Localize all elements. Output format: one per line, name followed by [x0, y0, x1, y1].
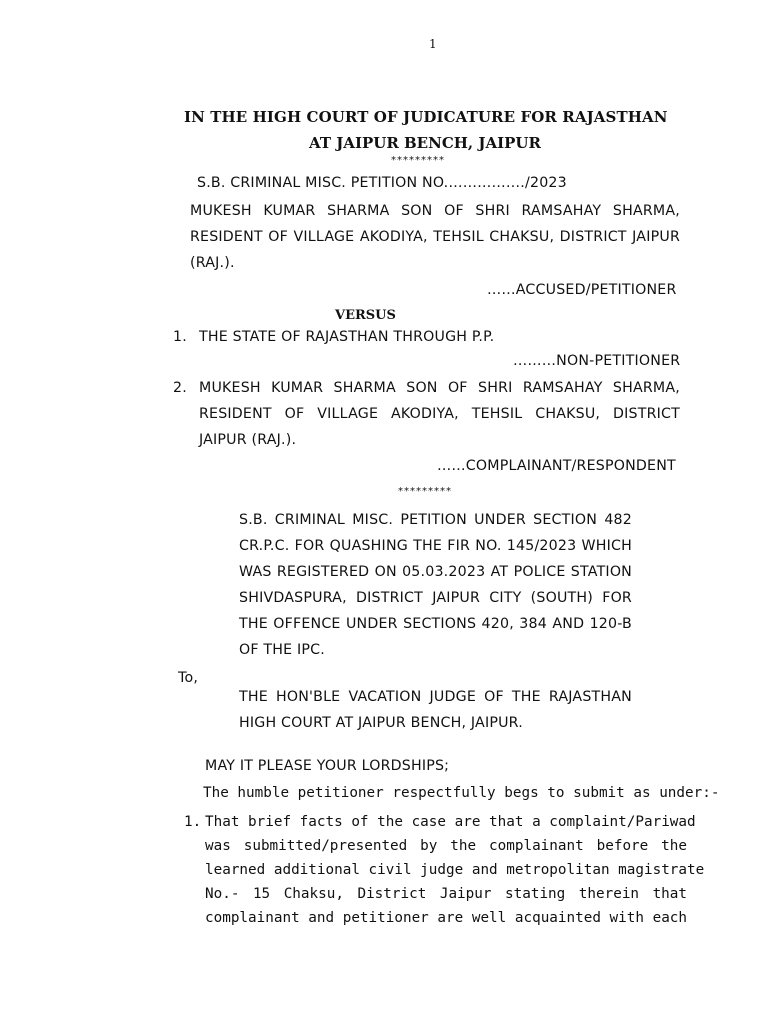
paragraph-number: 1.: [184, 814, 202, 830]
subject-line: WAS REGISTERED ON 05.03.2023 AT POLICE STATION: [239, 564, 632, 580]
versus-label: VERSUS: [335, 308, 396, 323]
respondent-role: ………NON-PETITIONER: [513, 353, 681, 369]
intro-text: The humble petitioner respectfully begs to submit as under:-: [203, 785, 720, 801]
addressee-line: HIGH COURT AT JAIPUR BENCH, JAIPUR.: [239, 715, 523, 731]
subject-line: THE OFFENCE UNDER SECTIONS 420, 384 AND 120-B: [239, 616, 632, 632]
respondent-line: MUKESH KUMAR SHARMA SON OF SHRI RAMSAHAY SHARMA,: [199, 380, 680, 396]
paragraph-line: learned additional civil judge and metropolitan magistrate: [205, 862, 705, 878]
respondent-line: JAIPUR (RAJ.).: [199, 432, 297, 448]
respondent-line: RESIDENT OF VILLAGE AKODIYA, TEHSIL CHAKSU, DISTRICT: [199, 406, 680, 422]
respondent-number: 2.: [173, 380, 187, 396]
court-title-line1: IN THE HIGH COURT OF JUDICATURE FOR RAJASTHAN: [184, 108, 668, 126]
subject-line: SHIVDASPURA, DISTRICT JAIPUR CITY (SOUTH) FOR: [239, 590, 632, 606]
subject-line: CR.P.C. FOR QUASHING THE FIR NO. 145/2023 WHICH: [239, 538, 632, 554]
paragraph-line: was submitted/presented by the complainant before the: [205, 838, 687, 854]
respondent-line: THE STATE OF RAJASTHAN THROUGH P.P.: [199, 329, 495, 345]
petitioner-line: (RAJ.).: [190, 255, 235, 271]
separator-stars: *********: [398, 486, 452, 497]
petition-number: S.B. CRIMINAL MISC. PETITION NO.……………./2023: [197, 175, 567, 191]
petitioner-line: RESIDENT OF VILLAGE AKODIYA, TEHSIL CHAKSU, DISTRICT JAIPUR: [190, 229, 680, 245]
petitioner-line: MUKESH KUMAR SHARMA SON OF SHRI RAMSAHAY SHARMA,: [190, 203, 680, 219]
paragraph-line: That brief facts of the case are that a complaint/Pariwad: [205, 814, 696, 830]
addressee-line: THE HON'BLE VACATION JUDGE OF THE RAJASTHAN: [239, 689, 632, 705]
respondent-role: ……COMPLAINANT/RESPONDENT: [437, 458, 676, 474]
paragraph-line: No.- 15 Chaksu, District Jaipur stating therein that: [205, 886, 687, 902]
to-label: To,: [178, 670, 199, 686]
paragraph-line: complainant and petitioner are well acquainted with each: [205, 910, 688, 926]
salutation: MAY IT PLEASE YOUR LORDSHIPS;: [205, 758, 450, 774]
subject-line: OF THE IPC.: [239, 642, 326, 658]
page-number: 1: [429, 37, 437, 51]
subject-line: S.B. CRIMINAL MISC. PETITION UNDER SECTION 482: [239, 512, 632, 528]
respondent-number: 1.: [173, 329, 187, 345]
petitioner-role: ……ACCUSED/PETITIONER: [487, 282, 677, 298]
separator-stars: *********: [391, 155, 445, 166]
court-title-line2: AT JAIPUR BENCH, JAIPUR: [309, 134, 541, 152]
